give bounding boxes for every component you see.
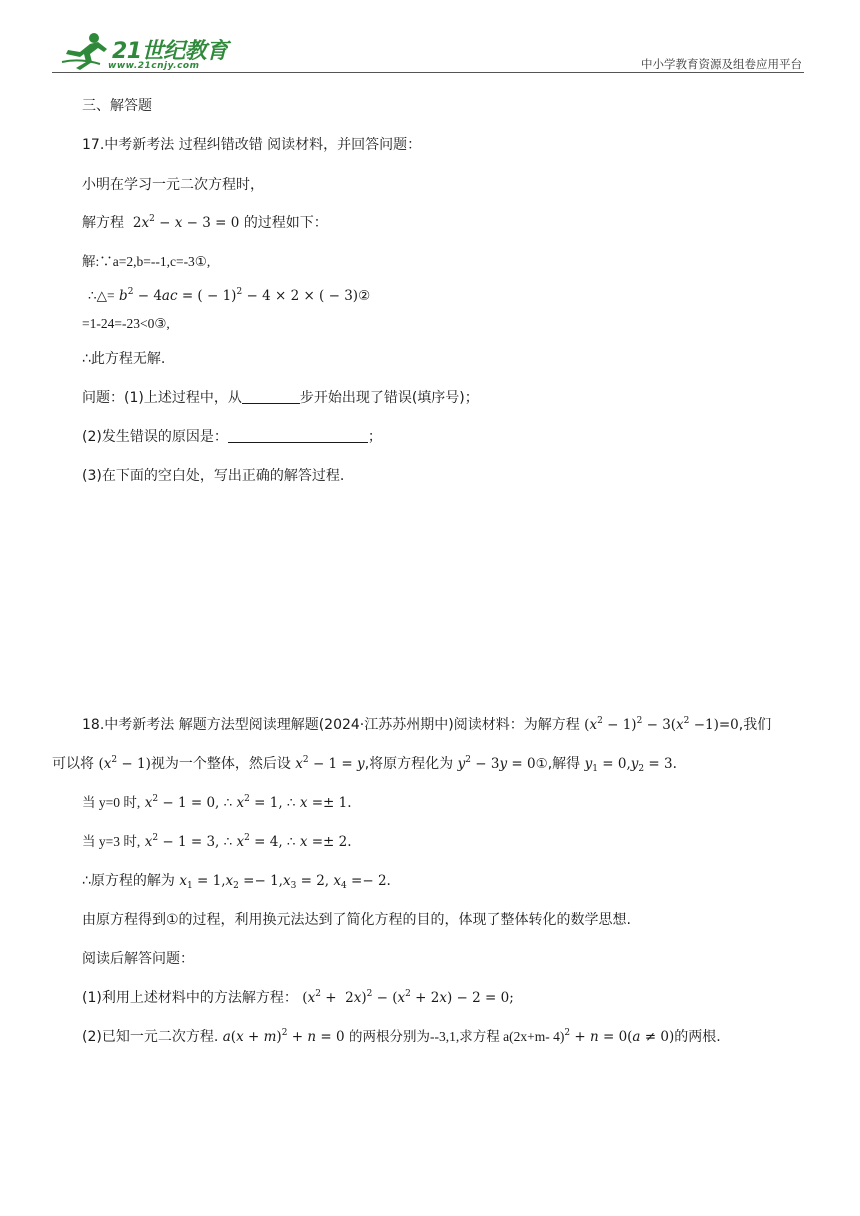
q17-step2 <box>88 287 370 305</box>
q18-transformed-equation: $y^2 - 3y$ = 0① <box>457 755 548 772</box>
q18-title-pre: 18.中考新考法 解题方法型阅读理解题(2024·江苏苏州期中)阅读材料：为解方程 <box>82 717 580 733</box>
q18-part2-pre: (2)已知一元二次方程. <box>82 1029 219 1045</box>
q17-step3: =1-24=-23<0③, <box>82 316 170 331</box>
q18-solution-math: $x_1 = 1,x_2 =- 1,x_3 = 2$, $x_4 =- 2$. <box>179 873 391 891</box>
section-title: 三、解答题 <box>82 98 152 114</box>
q17-line2 <box>82 214 328 232</box>
q18-whole-term: $(x^2 - 1)$ <box>98 755 151 772</box>
q18-part1-pre: (1)利用上述材料中的方法解方程： <box>82 990 298 1006</box>
q17-equation: $2x^2 - x - 3 = 0$ <box>132 214 240 231</box>
q18-line2-c: ,将原方程化为 <box>364 756 454 772</box>
q18-part2-mid: 的两根分别为--3,1,求方程 a(2x+m- 4) <box>348 1029 565 1044</box>
q17-question1-post: 步开始出现了错误(填序号)； <box>299 390 479 406</box>
q17-question2-post: ； <box>367 429 382 445</box>
q17-step2-prefix: ∴△= <box>88 288 115 303</box>
q18-part2-tail: $^2$ + n = 0(a ≠ 0) <box>564 1028 675 1045</box>
q17-step1: 解:∵a=2,b=--1,c=-3①, <box>82 254 211 269</box>
q18-case-y3 <box>82 833 352 851</box>
q18-sol-pre: ∴原方程的解为 <box>82 873 175 889</box>
answer-blank-2[interactable] <box>228 429 368 443</box>
q18-substitution: $x^2 - 1 = y$ <box>295 755 365 772</box>
q17-title: 17.中考新考法 过程纠错改错 阅读材料，并回答问题： <box>82 137 422 153</box>
q18-y-roots: $y_1 = 0,y_2 = 3$. <box>584 756 677 774</box>
q18-part2 <box>82 1028 721 1046</box>
q18-line2-b: 视为一个整体，然后设 <box>150 756 291 772</box>
q17-line1: 小明在学习一元二次方程时， <box>82 177 264 193</box>
q17-line2-pre: 解方程 <box>82 215 124 231</box>
q17-question1 <box>82 389 479 407</box>
logo-text: 21世纪教育 <box>112 39 228 64</box>
q18-case0-math: $x^2 - 1 = 0$, ∴ $x^2 = 1$, ∴ x =± 1. <box>144 794 352 811</box>
q18-case0-pre: 当 y=0 时, <box>82 795 141 810</box>
q17-question1-pre: 问题：(1)上述过程中，从 <box>82 390 242 406</box>
q18-line2-a: 可以将 <box>52 756 94 772</box>
q18-solution <box>82 872 391 890</box>
q18-original-equation: $(x^2 - 1)^2 - 3(x^2 -1)=0$ <box>584 716 739 733</box>
q18-read-after: 阅读后解答问题： <box>82 951 194 967</box>
q18-part1-equation: $(x^2 + 2x)^2 - (x^2 + 2x) - 2 = 0$; <box>302 989 514 1006</box>
q17-question3: (3)在下面的空白处，写出正确的解答过程. <box>82 468 345 484</box>
q18-part2-equation: $a(x + m)^2 + n = 0$ <box>222 1028 345 1045</box>
q18-case3-math: $x^2 - 1 = 3$, ∴ $x^2 = 4$, ∴ x =± 2. <box>144 833 352 850</box>
q18-part2-post: 的两根. <box>674 1029 721 1045</box>
q17-step4: ∴此方程无解. <box>82 351 166 367</box>
q18-part1 <box>82 989 514 1007</box>
q17-line2-post: 的过程如下： <box>243 215 328 231</box>
q17-question2-pre: (2)发生错误的原因是： <box>82 429 228 445</box>
answer-blank-1[interactable] <box>242 390 300 404</box>
header-divider <box>52 72 804 73</box>
logo-url: www.21cnjy.com <box>108 61 200 71</box>
q17-discriminant: $b^2 - 4ac$ = ( − 1)$^2$ − 4 × 2 × ( − 3)② <box>119 287 371 304</box>
q18-line2-d: ,解得 <box>547 756 581 772</box>
q18-summary: 由原方程得到①的过程，利用换元法达到了简化方程的目的，体现了整体转化的数学思想. <box>82 912 631 928</box>
q18-title-post: ,我们 <box>738 717 772 733</box>
q17-question2 <box>82 428 382 446</box>
q18-line2 <box>52 755 677 773</box>
q18-title <box>82 716 771 734</box>
q18-case-y0 <box>82 794 352 812</box>
q18-case3-pre: 当 y=3 时, <box>82 834 141 849</box>
running-man-logo-icon <box>60 32 110 70</box>
platform-label: 中小学教育资源及组卷应用平台 <box>641 57 802 71</box>
